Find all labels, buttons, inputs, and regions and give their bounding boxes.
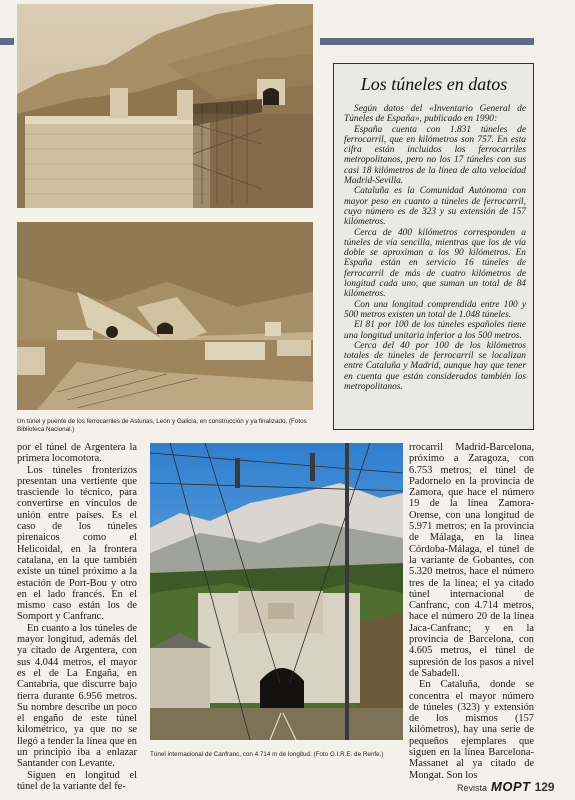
sidebar-paragraph: Cerca de 400 kilómetros corresponden a túneles de vía sencilla, mientras que los de vía doble se aproximan a los 90 kilómetros. En España están en servicio 16 túneles de ferrocarril de más de cuatro kilómetros de longitud cada uno, que suman un total de 84 kilómetros.	[344, 227, 526, 300]
caption-canfranc: Túnel internacional de Canfranc, con 4.714 m de longitud. (Foto G.I.R.E. de Renfe.)	[150, 751, 384, 758]
sidebar-box	[333, 63, 534, 430]
sidebar-paragraph: España cuenta con 1.831 túneles de ferrocarril, que en kilómetros son 757. En esta cifra están incluidos los ferrocarriles metropolitanos, pero no los 17 túneles con sus casi 18 kilómetros de la línea de alta velocidad Madrid-Sevilla.	[344, 124, 526, 187]
sidebar-paragraph: Cataluña es la Comunidad Autónoma con mayor peso en cuanto a túneles de ferrocarril, cuyo número es de 323 y su extensión de 157 kilómetros.	[344, 186, 526, 228]
article-column-right	[409, 442, 534, 781]
photo-construction-site	[17, 222, 313, 410]
article-paragraph: En cuanto a los túneles de mayor longitud, además del ya citado de Argentera, con sus 4.044 metros, el mayor es el de La Engaña, en Cantabria, que discurre bajo tierra durante 6.956 metros. Su nombre describe un poco el engaño de este túnel kilométrico, ya que no se llegó a tender la línea que en un principio iba a enlazar Santander con Levante.	[17, 622, 137, 770]
sidebar-paragraph: Según datos del «Inventario General de Túneles de España», publicado en 1990:	[344, 104, 526, 125]
sidebar-paragraph: Con una longitud comprendida entre 100 y 500 metros existen un total de 1.048 túneles.	[344, 299, 526, 320]
footer-label: Revista	[457, 783, 488, 793]
article-paragraph: Siguen en longitud el túnel de la variante del fe-	[17, 769, 137, 792]
article-paragraph: por el túnel de Argentera la primera locomotora.	[17, 442, 137, 465]
article-paragraph: En Cataluña, donde se concentra el mayor número de túneles (323) y extensión de los mismos (157 kilómetros), hay una serie de pequeños ejemplares que siguen en la línea Barcelona-Massanet al ya citado de Mongat. Son los	[409, 679, 534, 781]
article-paragraph: rrocarril Madrid-Barcelona, próximo a Zaragoza, con 6.753 metros; el túnel de Padornelo en la provincia de Zamora, que hace el número 19 de la línea Zamora-Orense, con una longitud de 5.971 metros; en la provincia de Málaga, en la línea Córdoba-Málaga, el túnel de la variante de Gobantes, con 5.320 metros, hace el número tres de la línea; el ya citado túnel internacional de Canfranc, con 4.714 metros, hace el número 20 de la línea Jaca-Canfranc; y en la provincia de Barcelona, con 4.605 metros, el túnel de supresión de los pasos a nivel de Sabadell.	[409, 442, 534, 679]
sidebar-body	[344, 104, 526, 392]
header-bar-right	[320, 38, 534, 45]
sidebar-paragraph: El 81 por 100 de los túneles españoles tiene una longitud unitaria inferior a los 500 metros.	[344, 320, 526, 341]
photo-canfranc-tunnel	[150, 443, 403, 740]
caption-top-photos: Un túnel y puente de los ferrocarriles de Asturias, León y Galicia, en construcción y ya finalizado. (Fotos Biblioteca Nacional.)	[17, 418, 307, 433]
photo-bridge-tunnel	[17, 4, 313, 208]
sidebar-paragraph: Cerca del 40 por 100 de los kilómetros totales de túneles de ferrocarril se localizan entre Cataluña y Madrid, aunque hay que tener en cuenta que están considerados también los metropolitanos.	[344, 340, 526, 393]
sidebar-title: Los túneles en datos	[360, 74, 508, 94]
article-column-left	[17, 442, 137, 792]
page-number: 129	[534, 780, 555, 794]
page-footer	[457, 779, 555, 794]
article-paragraph: Los túneles fronterizos presentan una vertiente que trasciende lo técnico, para convertirse en vínculos de unión entre países. Es el caso de los túneles pirenaicos como el Helicoidal, en la frontera catalana, en la que también existe un túnel próximo a la estación de Port-Bou y otro en el lado francés. En el mismo caso están los de Somport y Canfranc.	[17, 464, 137, 623]
magazine-brand: MOPT	[491, 779, 531, 794]
header-bar-left	[0, 38, 14, 45]
